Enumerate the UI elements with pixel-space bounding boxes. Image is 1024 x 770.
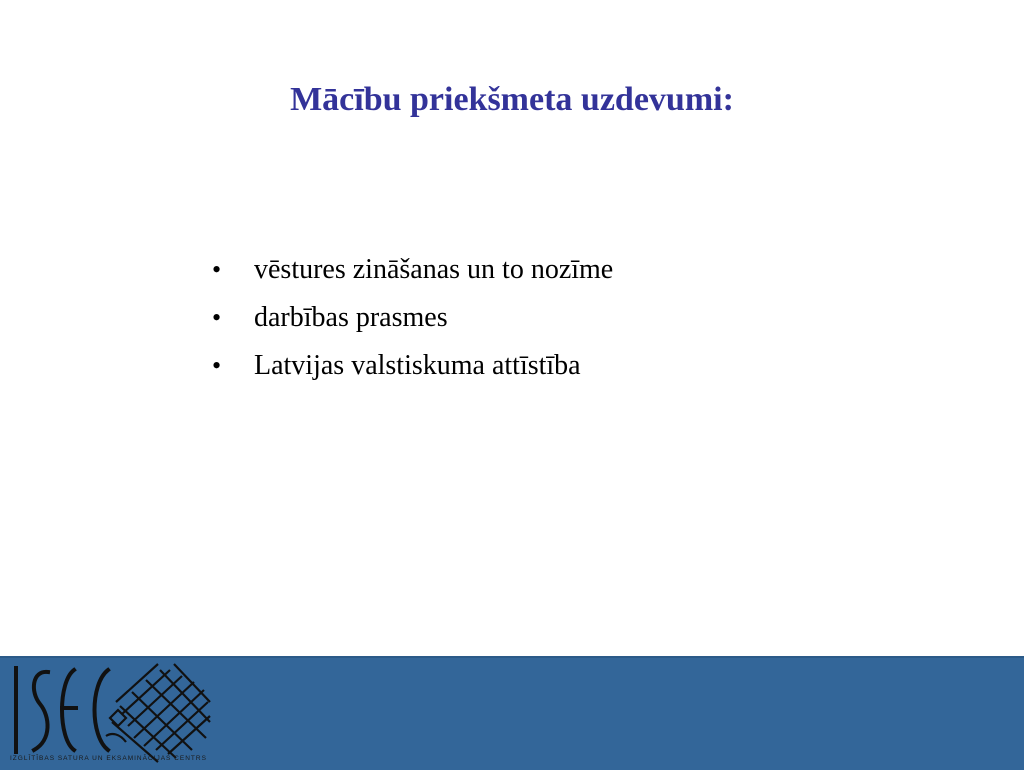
bullet-icon: • (212, 303, 222, 332)
isec-logo-icon (8, 662, 212, 766)
bullet-icon: • (212, 255, 222, 284)
list-item (212, 246, 613, 294)
list-item-text: Latvijas valstiskuma attīstība (254, 350, 581, 381)
bullet-list (212, 246, 613, 390)
list-item-text: vēstures zināšanas un to nozīme (254, 254, 614, 285)
logo-caption: IZGLĪTĪBAS SATURA UN EKSAMINĀCIJAS CENTRS (10, 755, 207, 762)
slide-title: Mācību priekšmeta uzdevumi: (290, 81, 734, 118)
list-item (212, 342, 613, 390)
list-item-text: darbības prasmes (254, 302, 448, 333)
list-item (212, 294, 613, 342)
bullet-icon: • (212, 351, 222, 380)
